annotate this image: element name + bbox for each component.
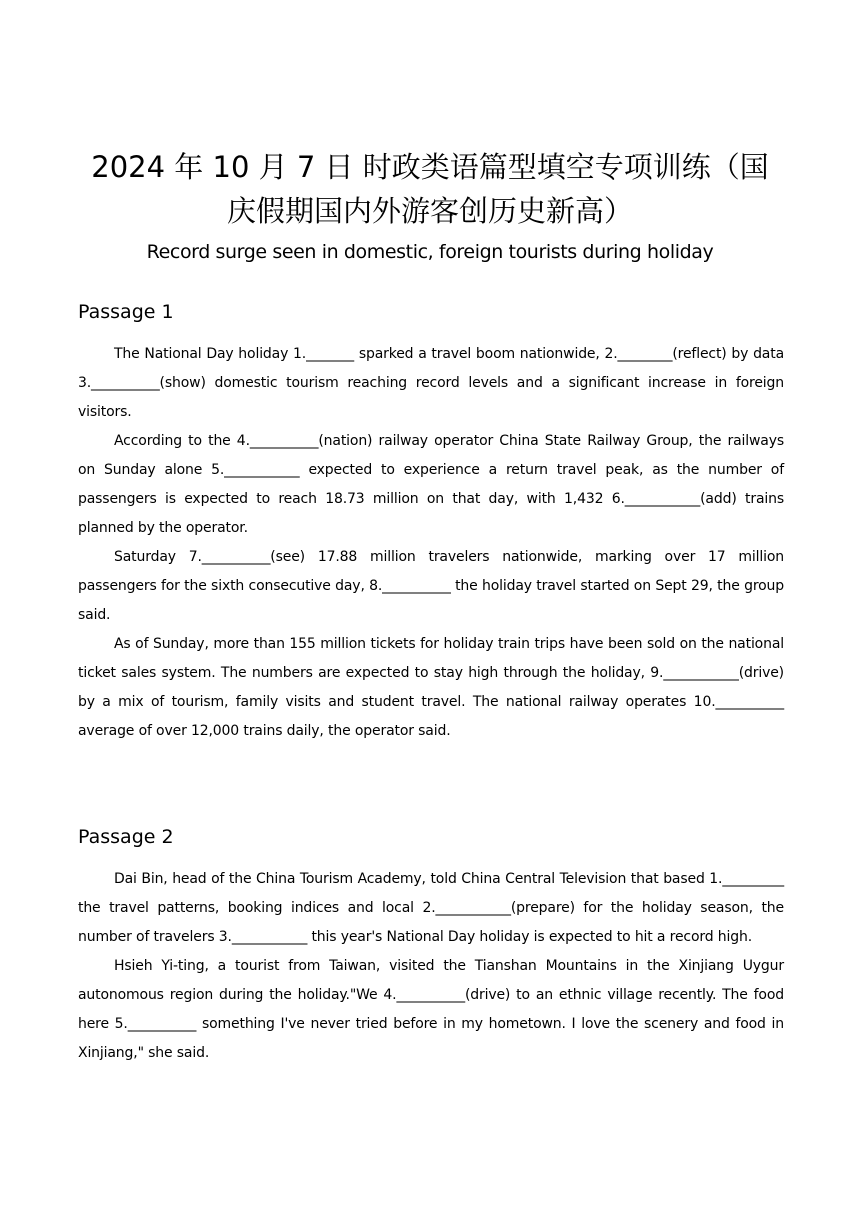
passage-2-heading: Passage 2 [78, 826, 174, 848]
page-title-line-2: 庆假期国内外游客创历史新高） [226, 194, 633, 229]
passage-1-paragraph: Saturday 7.__________(see) 17.88 million travelers nationwide, marking over 17 million passengers for the sixth consecutive day, 8.__________ the holiday travel started on Sept 29, the group said. [78, 549, 784, 623]
passage-1-paragraph: The National Day holiday 1._______ sparked a travel boom nationwide, 2.________(reflect) by data 3.__________(show) domestic tourism reaching record levels and a significant increase in foreign visitors. [78, 346, 784, 420]
passage-1-paragraph: According to the 4.__________(nation) railway operator China State Railway Group, the railways on Sunday alone 5.___________ expected to experience a return travel peak, as the number of passengers is expected to reach 18.73 million on that day, with 1,432 6.___________(add) trains planned by the operator. [78, 433, 784, 536]
passage-1-paragraph: As of Sunday, more than 155 million tickets for holiday train trips have been sold on the national ticket sales system. The numbers are expected to stay high through the holiday, 9.___________(drive) by a mix of tourism, family visits and student travel. The national railway operates 10.__________ average of over 12,000 trains daily, the operator said. [78, 636, 784, 739]
page-title-line-1: 2024 年 10 月 7 日 时政类语篇型填空专项训练（国 [91, 150, 769, 185]
passage-2-paragraph: Dai Bin, head of the China Tourism Academy, told China Central Television that based 1._________ the travel patterns, booking indices and local 2.___________(prepare) for the holiday season, the number of travelers 3.___________ this year's National Day holiday is expected to hit a record high. [78, 871, 784, 945]
passage-2-paragraph: Hsieh Yi-ting, a tourist from Taiwan, visited the Tianshan Mountains in the Xinjiang Uygur autonomous region during the holiday."We 4.__________(drive) to an ethnic village recently. The food here 5.__________ something I've never tried before in my hometown. I love the scenery and food in Xinjiang," she said. [78, 958, 784, 1061]
passage-1-heading: Passage 1 [78, 301, 174, 323]
passage-2-body [78, 865, 784, 1068]
article-subtitle: Record surge seen in domestic, foreign tourists during holiday [146, 241, 714, 263]
passage-1-body [78, 340, 784, 746]
page-title [60, 145, 800, 233]
